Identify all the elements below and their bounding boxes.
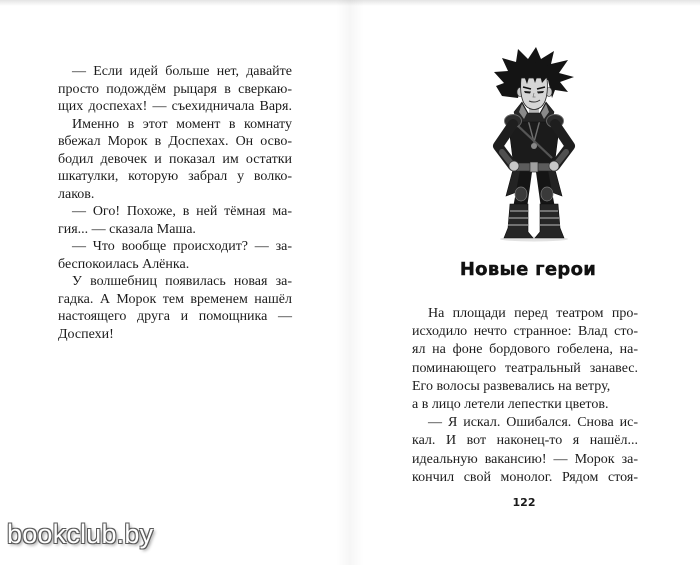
text-line: вбежал Морок в Доспехах. Он осво-: [58, 134, 292, 149]
text-line: настоящего друга и помощника —: [58, 309, 292, 324]
text-line: лаков.: [58, 186, 95, 202]
boots: [504, 204, 564, 238]
text-line: ял на фоне бордового гобелена, на-: [412, 342, 638, 358]
text-line: Именно в этот момент в комнату: [72, 116, 292, 132]
text-line: — Ого! Похоже, в ней тёмная ма-: [72, 204, 292, 219]
page-number: 122: [512, 496, 536, 509]
text-line: поминающего театральный занавес.: [412, 360, 638, 376]
chapter-title: Новые герои: [459, 259, 597, 280]
chest-emblem: [531, 143, 537, 149]
text-line: — Что вообще происходит? — за-: [72, 239, 292, 254]
text-line: У волшебниц появилась новая за-: [72, 274, 292, 289]
text-line: просто подождём рыцаря в сверкаю-: [58, 81, 292, 97]
text-line: щих доспехах! — съехидничала Варя.: [58, 99, 292, 114]
text-line: гадка. А Морок тем временем нашёл: [58, 291, 292, 307]
belt: [515, 162, 553, 172]
text-line: а в лицо летели лепестки цветов.: [412, 396, 609, 412]
paragraph: [58, 203, 292, 238]
paragraph: [58, 116, 292, 204]
text-line: гия... — сказала Маша.: [58, 221, 196, 237]
character-illustration: [478, 46, 590, 242]
text-line: Его волосы развевались на ветру,: [412, 378, 611, 394]
right-page: [350, 0, 700, 565]
left-page-text: [58, 63, 292, 343]
text-line: шкатулки, которую забрал у волко-: [58, 169, 292, 184]
right-page-text: [412, 305, 638, 487]
text-line: кал. И вот наконец-то я нашёл...: [412, 433, 638, 449]
paragraph: [58, 273, 292, 343]
text-line: беспокоилась Алёнка.: [58, 256, 190, 272]
paragraph: [58, 238, 292, 273]
text-line: бодил девочек и показал им остатки: [58, 151, 292, 167]
paragraph: [412, 414, 638, 487]
belt-buckle: [530, 162, 538, 172]
paragraph: [412, 305, 638, 414]
text-line: На площади перед театром про-: [428, 306, 638, 321]
text-line: — Я искал. Ошибался. Снова ис-: [428, 415, 638, 431]
paragraph: [58, 63, 292, 116]
text-line: исходило нечто странное: Влад сто-: [412, 324, 638, 340]
watermark: bookclub.by: [7, 519, 154, 549]
text-line: Доспехи!: [58, 326, 114, 342]
text-line: кончил свой монолог. Рядом стоя-: [412, 469, 638, 485]
knee-pads: [515, 187, 553, 201]
text-line: — Если идей больше нет, давайте: [72, 64, 292, 79]
text-line: идеальную вакансию! — Морок за-: [412, 451, 638, 467]
